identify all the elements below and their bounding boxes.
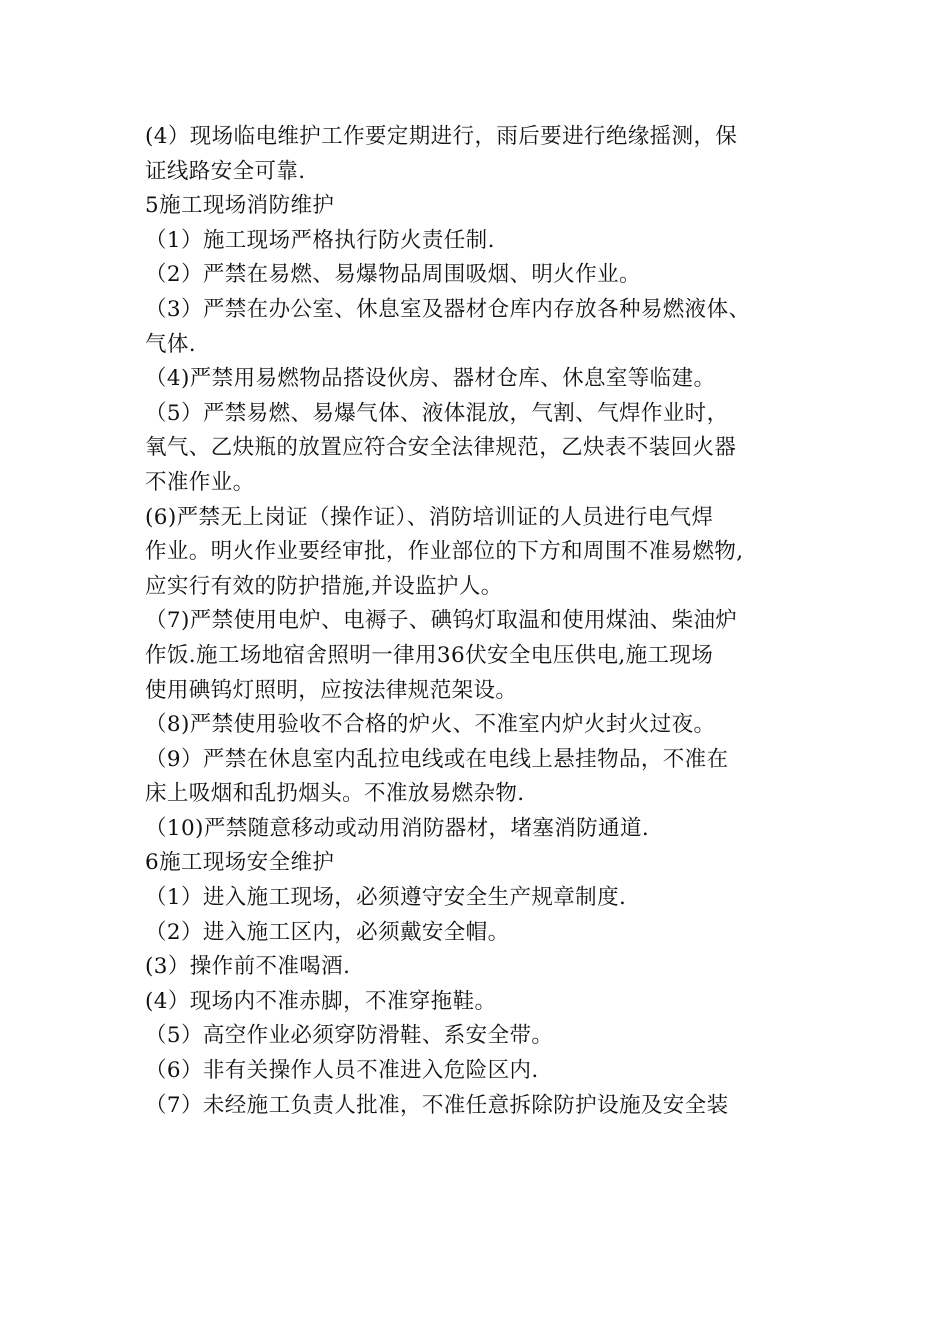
section-heading: 6施工现场安全维护 bbox=[145, 850, 335, 876]
text-line: （6）非有关操作人员不准进入危险区内. bbox=[145, 1058, 539, 1084]
text-line: 使用碘钨灯照明，应按法律规范架设。 bbox=[145, 677, 518, 703]
text-line: 证线路安全可靠. bbox=[145, 158, 306, 184]
section-heading: 5施工现场消防维护 bbox=[145, 193, 335, 219]
text-line: （10)严禁随意移动或动用消防器材，堵塞消防通道. bbox=[145, 815, 650, 841]
text-line: （5）高空作业必须穿防滑鞋、系安全带。 bbox=[145, 1023, 554, 1049]
text-line: 作饭.施工场地宿舍照明一律用36伏安全电压供电,施工现场 bbox=[145, 642, 714, 668]
text-line: （7)严禁使用电炉、电褥子、碘钨灯取温和使用煤油、柴油炉 bbox=[145, 608, 738, 634]
text-line: （1）施工现场严格执行防火责任制. bbox=[145, 227, 495, 253]
text-line: （1）进入施工现场，必须遵守安全生产规章制度. bbox=[145, 885, 627, 911]
text-line: 作业。明火作业要经审批，作业部位的下方和周围不准易燃物, bbox=[145, 539, 744, 565]
text-line: （3）严禁在办公室、休息室及器材仓库内存放各种易燃液体、 bbox=[145, 296, 751, 322]
text-line: 氧气、乙炔瓶的放置应符合安全法律规范，乙炔表不装回火器 bbox=[145, 435, 737, 461]
text-line: （4)严禁用易燃物品搭设伙房、器材仓库、休息室等临建。 bbox=[145, 366, 716, 392]
text-line: （8)严禁使用验收不合格的炉火、不准室内炉火封火过夜。 bbox=[145, 712, 716, 738]
text-line: 应实行有效的防护措施,并设监护人。 bbox=[145, 573, 503, 599]
text-line: 床上吸烟和乱扔烟头。不准放易燃杂物. bbox=[145, 781, 525, 807]
text-line: (4）现场内不准赤脚，不准穿拖鞋。 bbox=[145, 988, 497, 1014]
text-line: （9）严禁在休息室内乱拉电线或在电线上悬挂物品，不准在 bbox=[145, 746, 729, 772]
text-line: （5）严禁易燃、易爆气体、液体混放，气割、气焊作业时， bbox=[145, 400, 729, 426]
document-body bbox=[145, 120, 815, 1123]
text-line: （7）未经施工负责人批准，不准任意拆除防护设施及安全装 bbox=[145, 1092, 729, 1118]
text-line: (3）操作前不准喝酒. bbox=[145, 954, 351, 980]
text-line: (4）现场临电维护工作要定期进行，雨后要进行绝缘摇测，保 bbox=[145, 124, 738, 149]
text-line: （2）严禁在易燃、易爆物品周围吸烟、明火作业。 bbox=[145, 262, 641, 288]
text-line: 气体. bbox=[145, 331, 197, 357]
text-line: 不准作业。 bbox=[145, 469, 255, 495]
text-line: （2）进入施工区内，必须戴安全帽。 bbox=[145, 919, 510, 945]
text-line: (6)严禁无上岗证（操作证）、消防培训证的人员进行电气焊 bbox=[145, 504, 714, 530]
